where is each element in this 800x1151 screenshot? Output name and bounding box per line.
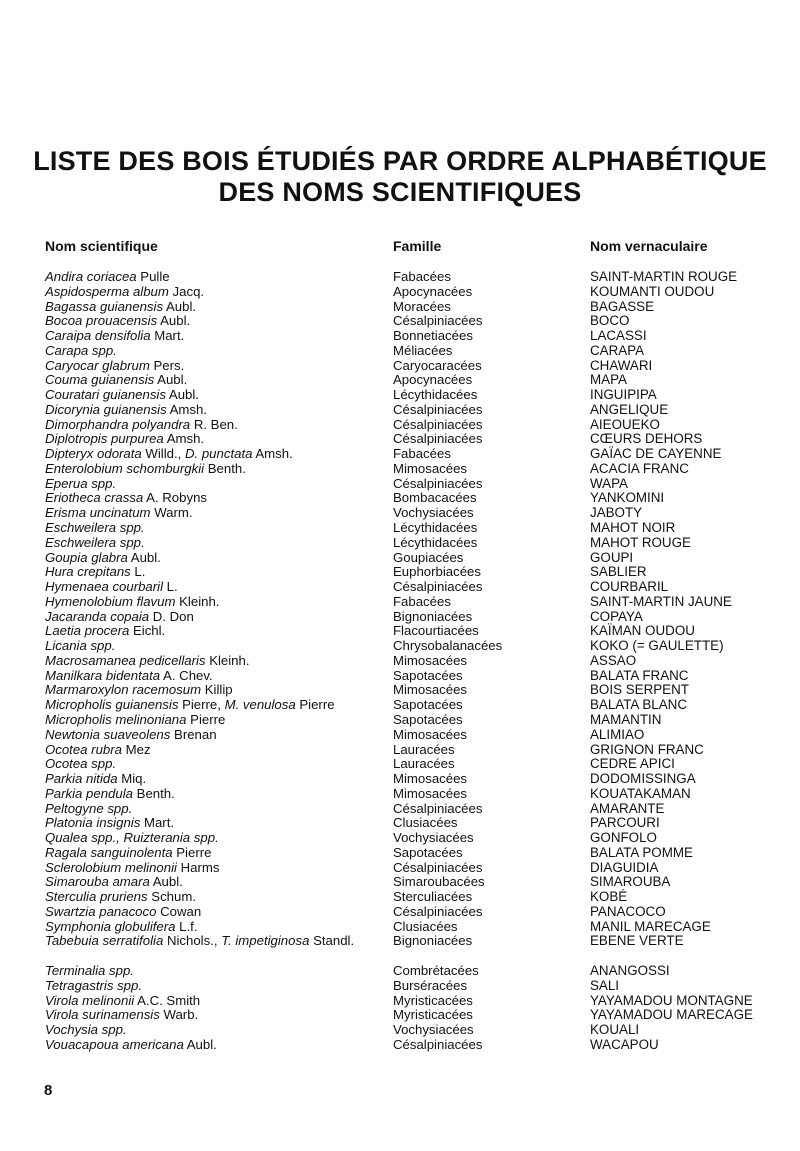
author-name: Amsh. <box>252 446 293 462</box>
vernacular-name-cell: EBENE VERTE <box>590 933 684 949</box>
family-cell: Césalpiniacées <box>393 416 483 432</box>
vernacular-name-cell: COPAYA <box>590 608 643 624</box>
family-cell: Clusiacées <box>393 918 458 934</box>
vernacular-name-column <box>590 270 800 1053</box>
vernacular-name-cell: YANKOMINI <box>590 490 665 506</box>
author-name: Aubl. <box>165 387 199 403</box>
scientific-name-cell <box>45 994 390 1009</box>
scientific-name-cell <box>45 506 390 521</box>
scientific-name-cell <box>45 314 390 329</box>
species-name: Caryocar glabrum <box>45 357 150 373</box>
species-name: Tabebuia serratifolia <box>45 933 164 949</box>
author-name: Aubl. <box>149 874 183 890</box>
species-name: Terminalia spp. <box>45 963 134 978</box>
species-name: Aspidosperma album <box>45 283 169 299</box>
family-cell: Combrétacées <box>393 963 479 978</box>
author-name: Pulle <box>136 269 170 284</box>
scientific-name-cell <box>45 329 390 344</box>
species-name: Parkia pendula <box>45 785 133 801</box>
vernacular-name-cell: ALIMIAO <box>590 726 645 742</box>
species-name: Vochysia spp. <box>45 1022 127 1038</box>
family-cell: Lauracées <box>393 756 455 772</box>
author-name: Miq. <box>117 771 147 787</box>
species-name: Qualea spp., Ruizterania spp. <box>45 830 219 846</box>
family-cell: Sapotacées <box>393 697 463 713</box>
species-name: Goupia glabra <box>45 549 128 565</box>
author-name: Eichl. <box>129 623 166 639</box>
vernacular-name-cell: KOBÉ <box>590 889 628 905</box>
species-name: T. impetiginosa <box>221 933 310 949</box>
vernacular-name-cell: SAINT-MARTIN JAUNE <box>590 593 732 609</box>
scientific-name-cell <box>45 610 390 625</box>
scientific-name-cell <box>45 403 390 418</box>
scientific-name-cell <box>45 772 390 787</box>
family-cell: Bonnetiacées <box>393 328 473 344</box>
author-name: Mart. <box>140 815 175 831</box>
species-name: Swartzia panacoco <box>45 903 157 919</box>
family-cell: Goupiacées <box>393 549 464 565</box>
species-name: Ocotea spp. <box>45 756 117 772</box>
species-name: Carapa spp. <box>45 342 117 358</box>
scientific-name-cell <box>45 654 390 669</box>
species-name: Micropholis melinoniana <box>45 711 187 727</box>
scientific-name-cell <box>45 285 390 300</box>
author-name: Jacq. <box>168 283 205 299</box>
family-cell: Apocynacées <box>393 372 473 388</box>
scientific-name-cell <box>45 683 390 698</box>
family-cell: Césalpiniacées <box>393 903 483 919</box>
vernacular-name-cell: MAPA <box>590 372 627 388</box>
scientific-name-cell <box>45 373 390 388</box>
family-cell: Lauracées <box>393 741 455 757</box>
scientific-name-column <box>45 270 390 1053</box>
species-name: Dicorynia guianensis <box>45 401 167 417</box>
vernacular-name-cell: MANIL MARECAGE <box>590 918 711 934</box>
vernacular-name-cell: KOUATAKAMAN <box>590 785 691 801</box>
scientific-name-cell <box>45 536 390 551</box>
scientific-name-cell <box>45 728 390 743</box>
author-name: R. Ben. <box>190 416 238 432</box>
vernacular-name-cell: SIMAROUBA <box>590 874 671 890</box>
vernacular-name-cell: INGUIPIPA <box>590 387 657 403</box>
vernacular-name-cell: SALI <box>590 977 620 993</box>
vernacular-name-cell: MAHOT NOIR <box>590 520 676 536</box>
vernacular-name-cell: CHAWARI <box>590 357 653 373</box>
family-cell: Apocynacées <box>393 283 473 299</box>
scientific-name-cell <box>45 713 390 728</box>
scientific-name-cell <box>45 477 390 492</box>
author-name: Amsh. <box>166 401 207 417</box>
header-scientific-name: Nom scientifique <box>45 238 158 254</box>
scientific-name-cell <box>45 757 390 772</box>
family-cell: Chrysobalanacées <box>393 638 503 654</box>
vernacular-name-cell: CEDRE APICI <box>590 756 675 772</box>
scientific-name-cell <box>45 447 390 462</box>
author-name: Schum. <box>147 889 196 905</box>
family-cell: Césalpiniacées <box>393 859 483 875</box>
family-cell: Myristicacées <box>393 1007 473 1023</box>
family-cell: Moracées <box>393 298 451 314</box>
author-name: Kleinh. <box>175 593 220 609</box>
author-name: Nichols., <box>163 933 222 949</box>
family-cell: Sterculiacées <box>393 889 473 905</box>
vernacular-name-cell: AMARANTE <box>590 800 665 816</box>
scientific-name-cell <box>45 359 390 374</box>
family-cell: Mimosacées <box>393 785 468 801</box>
species-name: Sclerolobium melinonii <box>45 859 177 875</box>
species-name: Simarouba amara <box>45 874 150 890</box>
scientific-name-cell <box>45 698 390 713</box>
family-cell: Césalpiniacées <box>393 475 483 491</box>
family-cell: Sapotacées <box>393 667 463 683</box>
scientific-name-cell <box>45 595 390 610</box>
vernacular-name-cell: SABLIER <box>590 564 647 580</box>
family-cell: Césalpiniacées <box>393 401 483 417</box>
author-name: Standl. <box>309 933 355 949</box>
author-name: Brenan <box>170 726 217 742</box>
author-name: Warb. <box>159 1007 199 1023</box>
author-name: Mez <box>121 741 151 757</box>
scientific-name-cell <box>45 831 390 846</box>
author-name: Pierre, <box>178 697 225 713</box>
vernacular-name-cell: BALATA FRANC <box>590 667 689 683</box>
page-title <box>0 146 800 208</box>
family-cell: Mimosacées <box>393 460 468 476</box>
author-name: Kleinh. <box>205 652 250 668</box>
family-cell: Vochysiacées <box>393 1022 474 1038</box>
scientific-name-cell <box>45 551 390 566</box>
family-cell: Fabacées <box>393 593 451 609</box>
author-name: Warm. <box>150 505 193 521</box>
vernacular-name-cell: DODOMISSINGA <box>590 771 696 787</box>
scientific-name-cell <box>45 270 390 285</box>
species-name: Virola melinonii <box>45 992 135 1008</box>
family-cell: Clusiacées <box>393 815 458 831</box>
scientific-name-cell <box>45 580 390 595</box>
species-name: Platonia insignis <box>45 815 141 831</box>
author-name: Pierre <box>172 844 212 860</box>
scientific-name-cell <box>45 920 390 935</box>
scientific-name-cell <box>45 905 390 920</box>
species-name: Sterculia pruriens <box>45 889 148 905</box>
family-cell: Bignoniacées <box>393 608 473 624</box>
family-cell: Césalpiniacées <box>393 313 483 329</box>
species-name: Bocoa prouacensis <box>45 313 158 329</box>
species-name: Macrosamanea pedicellaris <box>45 652 206 668</box>
vernacular-name-cell: LACASSI <box>590 328 647 344</box>
vernacular-name-cell: GAÏAC DE CAYENNE <box>590 446 722 462</box>
author-name: A. Chev. <box>160 667 213 683</box>
vernacular-name-cell: DIAGUIDIA <box>590 859 659 875</box>
scientific-name-cell <box>45 344 390 359</box>
vernacular-name-cell: GONFOLO <box>590 830 657 846</box>
page-number: 8 <box>44 1082 53 1099</box>
vernacular-name-cell: SAINT-MARTIN ROUGE <box>590 269 738 284</box>
family-cell: Vochysiacées <box>393 505 474 521</box>
scientific-name-cell <box>45 1038 390 1053</box>
vernacular-name-cell: BALATA POMME <box>590 844 693 860</box>
species-name: Eperua spp. <box>45 475 117 491</box>
vernacular-name-cell: JABOTY <box>590 505 643 521</box>
vernacular-name-cell: PARCOURI <box>590 815 660 831</box>
author-name: Aubl. <box>163 298 197 314</box>
vernacular-name-cell: KAÏMAN OUDOU <box>590 623 695 639</box>
family-cell: Mimosacées <box>393 682 468 698</box>
author-name: Killip <box>201 682 233 698</box>
vernacular-name-cell: ANGELIQUE <box>590 401 669 417</box>
family-cell: Lécythidacées <box>393 387 478 403</box>
species-name: Jacaranda copaia <box>45 608 150 624</box>
species-name: Enterolobium schomburgkii <box>45 460 205 476</box>
scientific-name-cell <box>45 890 390 905</box>
vernacular-name-cell: COURBARIL <box>590 579 669 595</box>
header-family: Famille <box>393 238 442 254</box>
author-name: Aubl. <box>157 313 191 329</box>
vernacular-name-cell: KOKO (= GAULETTE) <box>590 638 724 654</box>
species-name: Marmaroxylon racemosum <box>45 682 202 698</box>
author-name: Pierre <box>186 711 226 727</box>
family-cell: Sapotacées <box>393 711 463 727</box>
author-name: Benth. <box>204 460 246 476</box>
family-cell: Césalpiniacées <box>393 800 483 816</box>
scientific-name-cell <box>45 624 390 639</box>
author-name: Aubl. <box>183 1036 217 1052</box>
family-cell: Fabacées <box>393 446 451 462</box>
species-name: Dipteryx odorata <box>45 446 142 462</box>
vernacular-name-cell: BOCO <box>590 313 630 329</box>
family-cell: Burséracées <box>393 977 468 993</box>
species-name: M. venulosa <box>224 697 296 713</box>
author-name: Willd., <box>141 446 185 462</box>
scientific-name-cell <box>45 802 390 817</box>
vernacular-name-cell: GRIGNON FRANC <box>590 741 704 757</box>
species-name: Ocotea rubra <box>45 741 122 757</box>
family-cell: Bignoniacées <box>393 933 473 949</box>
author-name: Amsh. <box>163 431 205 447</box>
family-cell: Sapotacées <box>393 844 463 860</box>
author-name: A. Robyns <box>143 490 207 506</box>
species-name: Hymenaea courbaril <box>45 579 164 595</box>
species-name: Dimorphandra polyandra <box>45 416 191 432</box>
scientific-name-cell <box>45 418 390 433</box>
vernacular-name-cell: MAMANTIN <box>590 711 662 727</box>
vernacular-name-cell: ANANGOSSI <box>590 963 670 978</box>
species-name: Ragala sanguinolenta <box>45 844 173 860</box>
family-cell: Fabacées <box>393 269 451 284</box>
species-name: Licania spp. <box>45 638 116 654</box>
scientific-name-cell <box>45 964 390 979</box>
family-cell: Caryocaracées <box>393 357 482 373</box>
scientific-name-cell <box>45 816 390 831</box>
species-name: Vouacapoua americana <box>45 1036 184 1052</box>
vernacular-name-cell: WAPA <box>590 475 628 491</box>
author-name: Aubl. <box>154 372 188 388</box>
scientific-name-cell <box>45 934 390 964</box>
species-name: D. punctata <box>185 446 253 462</box>
scientific-name-cell <box>45 639 390 654</box>
species-name: Eschweilera spp. <box>45 534 145 550</box>
family-cell: Bombacacées <box>393 490 477 506</box>
species-name: Hymenolobium flavum <box>45 593 176 609</box>
vernacular-name-cell: KOUMANTI OUDOU <box>590 283 715 299</box>
header-vernacular-name: Nom vernaculaire <box>590 238 708 254</box>
species-name: Bagassa guianensis <box>45 298 164 314</box>
family-cell: Césalpiniacées <box>393 579 483 595</box>
scientific-name-cell <box>45 462 390 477</box>
author-name: Harms <box>176 859 220 875</box>
vernacular-name-cell: WACAPOU <box>590 1036 659 1052</box>
scientific-name-cell <box>45 565 390 580</box>
scientific-name-cell <box>45 300 390 315</box>
vernacular-name-cell: BOIS SERPENT <box>590 682 689 698</box>
species-name: Eriotheca crassa <box>45 490 144 506</box>
species-name: Peltogyne spp. <box>45 800 133 816</box>
vernacular-name-cell: ACACIA FRANC <box>590 460 689 476</box>
scientific-name-cell <box>45 669 390 684</box>
species-name: Symphonia globulifera <box>45 918 176 934</box>
species-name: Andira coriacea <box>45 269 137 284</box>
scientific-name-cell <box>45 743 390 758</box>
author-name: Mart. <box>150 328 185 344</box>
author-name: L. <box>163 579 178 595</box>
family-cell: Lécythidacées <box>393 534 478 550</box>
vernacular-name-cell: GOUPI <box>590 549 634 565</box>
scientific-name-cell <box>45 787 390 802</box>
species-name: Micropholis guianensis <box>45 697 179 713</box>
vernacular-name-cell: AIEOUEKO <box>590 416 660 432</box>
vernacular-name-cell: ASSAO <box>590 652 637 668</box>
species-name: Caraipa densifolia <box>45 328 151 344</box>
species-name: Manilkara bidentata <box>45 667 161 683</box>
scientific-name-cell <box>45 491 390 506</box>
species-name: Parkia nitida <box>45 771 118 787</box>
vernacular-name-cell: BALATA BLANC <box>590 697 687 713</box>
species-name: Laetia procera <box>45 623 130 639</box>
author-name: D. Don <box>149 608 194 624</box>
vernacular-name-cell: YAYAMADOU MONTAGNE <box>590 992 753 1008</box>
species-name: Diplotropis purpurea <box>45 431 164 447</box>
family-cell: Mimosacées <box>393 771 468 787</box>
family-cell: Césalpiniacées <box>393 1036 483 1052</box>
scientific-name-cell <box>45 521 390 536</box>
author-name: Pers. <box>149 357 185 373</box>
scientific-name-cell <box>45 432 390 447</box>
species-name: Hura crepitans <box>45 564 131 580</box>
vernacular-name-cell: BAGASSE <box>590 298 655 314</box>
vernacular-name-cell: MAHOT ROUGE <box>590 534 691 550</box>
author-name: A.C. Smith <box>134 992 201 1008</box>
species-name: Couma guianensis <box>45 372 155 388</box>
author-name: L. <box>130 564 146 580</box>
species-name: Erisma uncinatum <box>45 505 151 521</box>
family-cell: Vochysiacées <box>393 830 474 846</box>
author-name: Aubl. <box>127 549 161 565</box>
species-name: Virola surinamensis <box>45 1007 160 1023</box>
vernacular-name-cell: CŒURS DEHORS <box>590 431 703 447</box>
vernacular-name-cell: CARAPA <box>590 342 645 358</box>
scientific-name-cell <box>45 388 390 403</box>
family-cell: Mimosacées <box>393 726 468 742</box>
family-cell: Myristicacées <box>393 992 473 1008</box>
species-name: Couratari guianensis <box>45 387 166 403</box>
scientific-name-cell <box>45 875 390 890</box>
scientific-name-cell <box>45 1008 390 1023</box>
vernacular-name-cell: PANACOCO <box>590 903 666 919</box>
scientific-name-cell <box>45 846 390 861</box>
scientific-name-cell <box>45 861 390 876</box>
vernacular-name-cell: YAYAMADOU MARECAGE <box>590 1007 753 1023</box>
species-name: Eschweilera spp. <box>45 520 145 536</box>
author-name: Cowan <box>156 903 202 919</box>
page-title-line-1: LISTE DES BOIS ÉTUDIÉS PAR ORDRE ALPHABÉTIQUE <box>33 146 767 176</box>
family-cell: Mimosacées <box>393 652 468 668</box>
species-name: Newtonia suaveolens <box>45 726 171 742</box>
family-cell: Flacourtiacées <box>393 623 479 639</box>
scientific-name-cell <box>45 1023 390 1038</box>
page-title-line-2: DES NOMS SCIENTIFIQUES <box>218 177 582 207</box>
family-cell: Simaroubacées <box>393 874 485 890</box>
family-cell: Lécythidacées <box>393 520 478 536</box>
species-name: Tetragastris spp. <box>45 977 142 993</box>
author-name: Benth. <box>132 785 175 801</box>
family-cell: Euphorbiacées <box>393 564 481 580</box>
family-column <box>393 270 583 1053</box>
family-cell: Méliacées <box>393 342 453 358</box>
vernacular-name-cell: KOUALI <box>590 1022 640 1038</box>
author-name: L.f. <box>175 918 198 934</box>
author-name: Pierre <box>295 697 335 713</box>
family-cell: Césalpiniacées <box>393 431 483 447</box>
scientific-name-cell <box>45 979 390 994</box>
